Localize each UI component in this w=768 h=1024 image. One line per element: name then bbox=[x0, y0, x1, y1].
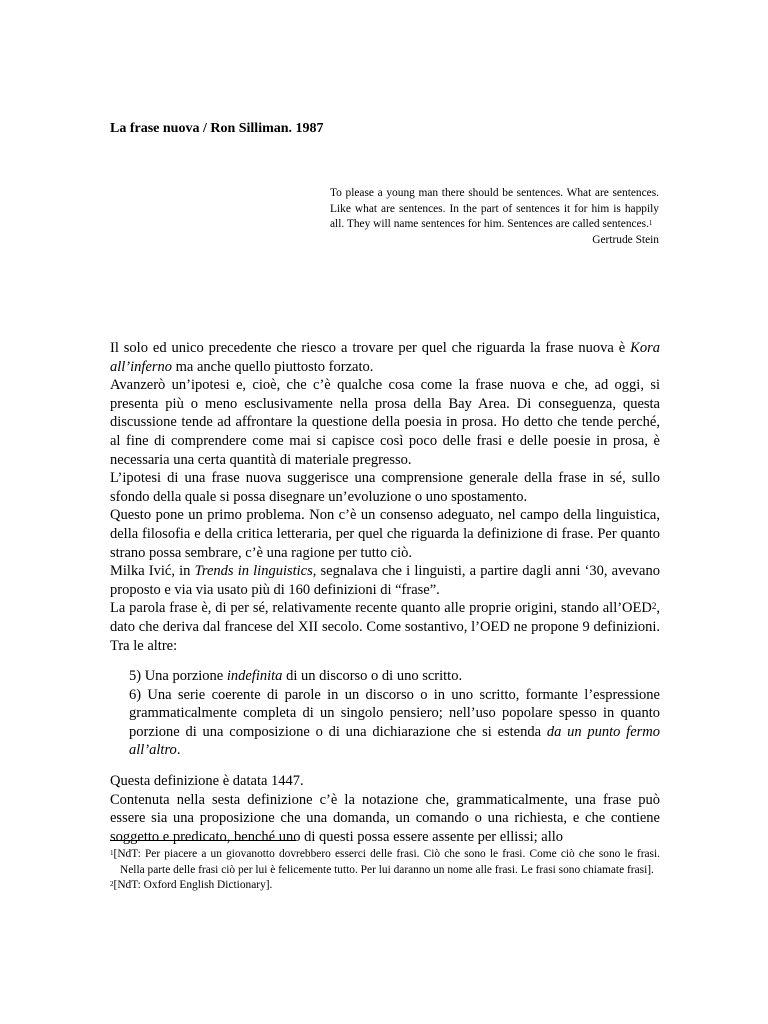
epigraph-quote: To please a young man there should be sentences. What are sentences. Like what are sentences. In the part of sentences it for him is happily all. They will name sentences for him. Sentences are called sentences. bbox=[330, 187, 659, 230]
block-quote bbox=[129, 667, 660, 760]
footnote-1 bbox=[110, 847, 660, 878]
epigraph-author: Gertrude Stein bbox=[592, 233, 659, 246]
paragraph-1-italic: Kora all’inferno bbox=[110, 340, 660, 375]
epigraph-text bbox=[330, 186, 659, 233]
paragraph-5 bbox=[110, 562, 660, 599]
paragraph-6 bbox=[110, 599, 660, 655]
definition-6-italic: da un punto fermo all’altro bbox=[129, 723, 661, 759]
definition-6 bbox=[129, 686, 660, 760]
definition-6-text-a: 6) Una serie coerente di parole in un discorso o in uno scritto, formante l’espressione grammaticalmente completa di un singolo pensiero; nell’uso popolare spesso in quanto porzione di una composizione o di una dichiarazione che si estenda bbox=[129, 686, 660, 740]
definition-5 bbox=[129, 667, 660, 686]
definition-6-text-b: . bbox=[176, 742, 181, 759]
footnote-divider bbox=[110, 840, 296, 841]
paragraph-5-italic: Trends in linguistics bbox=[194, 563, 313, 580]
footnotes bbox=[110, 847, 660, 894]
paragraph-1-text-a: Il solo ed unico precedente che riesco a trovare per quel che riguarda la frase nuova è bbox=[110, 340, 631, 356]
paragraph-6-text-b: , dato che deriva dal francese del XII secolo. Come sostantivo, l’OED ne propone 9 definizioni. Tra le altre: bbox=[110, 600, 660, 654]
footnote-2 bbox=[110, 878, 660, 894]
paragraph-6-text-a: La parola frase è, di per sé, relativamente recente quanto alle proprie origini, stando all’OED bbox=[110, 600, 652, 617]
epigraph bbox=[330, 186, 659, 248]
paragraph-8: Contenuta nella sesta definizione c’è la notazione che, grammaticalmente, una frase può essere sia una proposizione che una domanda, un comando o una richiesta, e che contiene soggetto e predicato, benché uno di questi possa essere assente per ellissi; allo bbox=[110, 791, 660, 845]
footnote-ref-1[interactable]: 1 bbox=[648, 218, 653, 227]
definition-5-text-b: di un discorso o di uno scritto. bbox=[282, 668, 463, 685]
footnote-2-number: 2 bbox=[110, 879, 114, 888]
paragraph-4: Questo pone un primo problema. Non c’è un consenso adeguato, nel campo della linguistica, della filosofia e della critica letteraria, per quel che riguarda la definizione di frase. Per quanto strano possa sembrare, c’è una ragione per tutto ciò. bbox=[110, 507, 660, 561]
main-text bbox=[110, 339, 660, 846]
definition-5-italic: indefinita bbox=[226, 668, 283, 685]
paragraph-3: L’ipotesi di una frase nuova suggerisce una comprensione generale della frase in sé, sullo sfondo della quale si possa disegnare un’evoluzione o uno spostamento. bbox=[110, 470, 660, 505]
paragraph-1 bbox=[110, 339, 660, 376]
paragraph-1-text-b: ma anche quello piuttosto forzato. bbox=[172, 358, 374, 375]
definition-5-text-a: 5) Una porzione bbox=[129, 668, 227, 685]
paragraph-5-text-a: Milka Ivić, in bbox=[110, 563, 195, 580]
footnote-1-number: 1 bbox=[110, 848, 114, 857]
paragraph-5-text-b: , segnalava che i linguisti, a partire dagli anni ‘30, avevano proposto e via via usato più di 160 definizioni di “frase”. bbox=[110, 563, 660, 598]
document-title: La frase nuova / Ron Silliman. 1987 bbox=[110, 121, 324, 136]
footnote-ref-2[interactable]: 2 bbox=[651, 601, 657, 612]
footnote-2-text: [NdT: Oxford English Dictionary]. bbox=[113, 879, 273, 892]
paragraph-2: Avanzerò un’ipotesi e, cioè, che c’è qualche cosa come la frase nuova e che, ad oggi, si presenta più o meno esclusivamente nella prosa della Bay Area. Di conseguenza, questa discussione tende ad affrontare la questione della poesia in prosa. Ho detto che tende perché, al fine di comprendere come mai si capisce così poco delle frasi e delle poesie in prosa, è necessaria una certa quantità di materiale pregresso. bbox=[110, 377, 660, 468]
footnote-1-text: [NdT: Per piacere a un giovanotto dovrebbero esserci delle frasi. Ciò che sono le frasi. Come ciò che sono le frasi. Nella parte delle frasi ciò per lui è felicemente tutto. Per lui daranno un nome alle frasi. Le frasi sono chiamate frasi]. bbox=[113, 848, 660, 876]
paragraph-7: Questa definizione è datata 1447. bbox=[110, 773, 304, 790]
